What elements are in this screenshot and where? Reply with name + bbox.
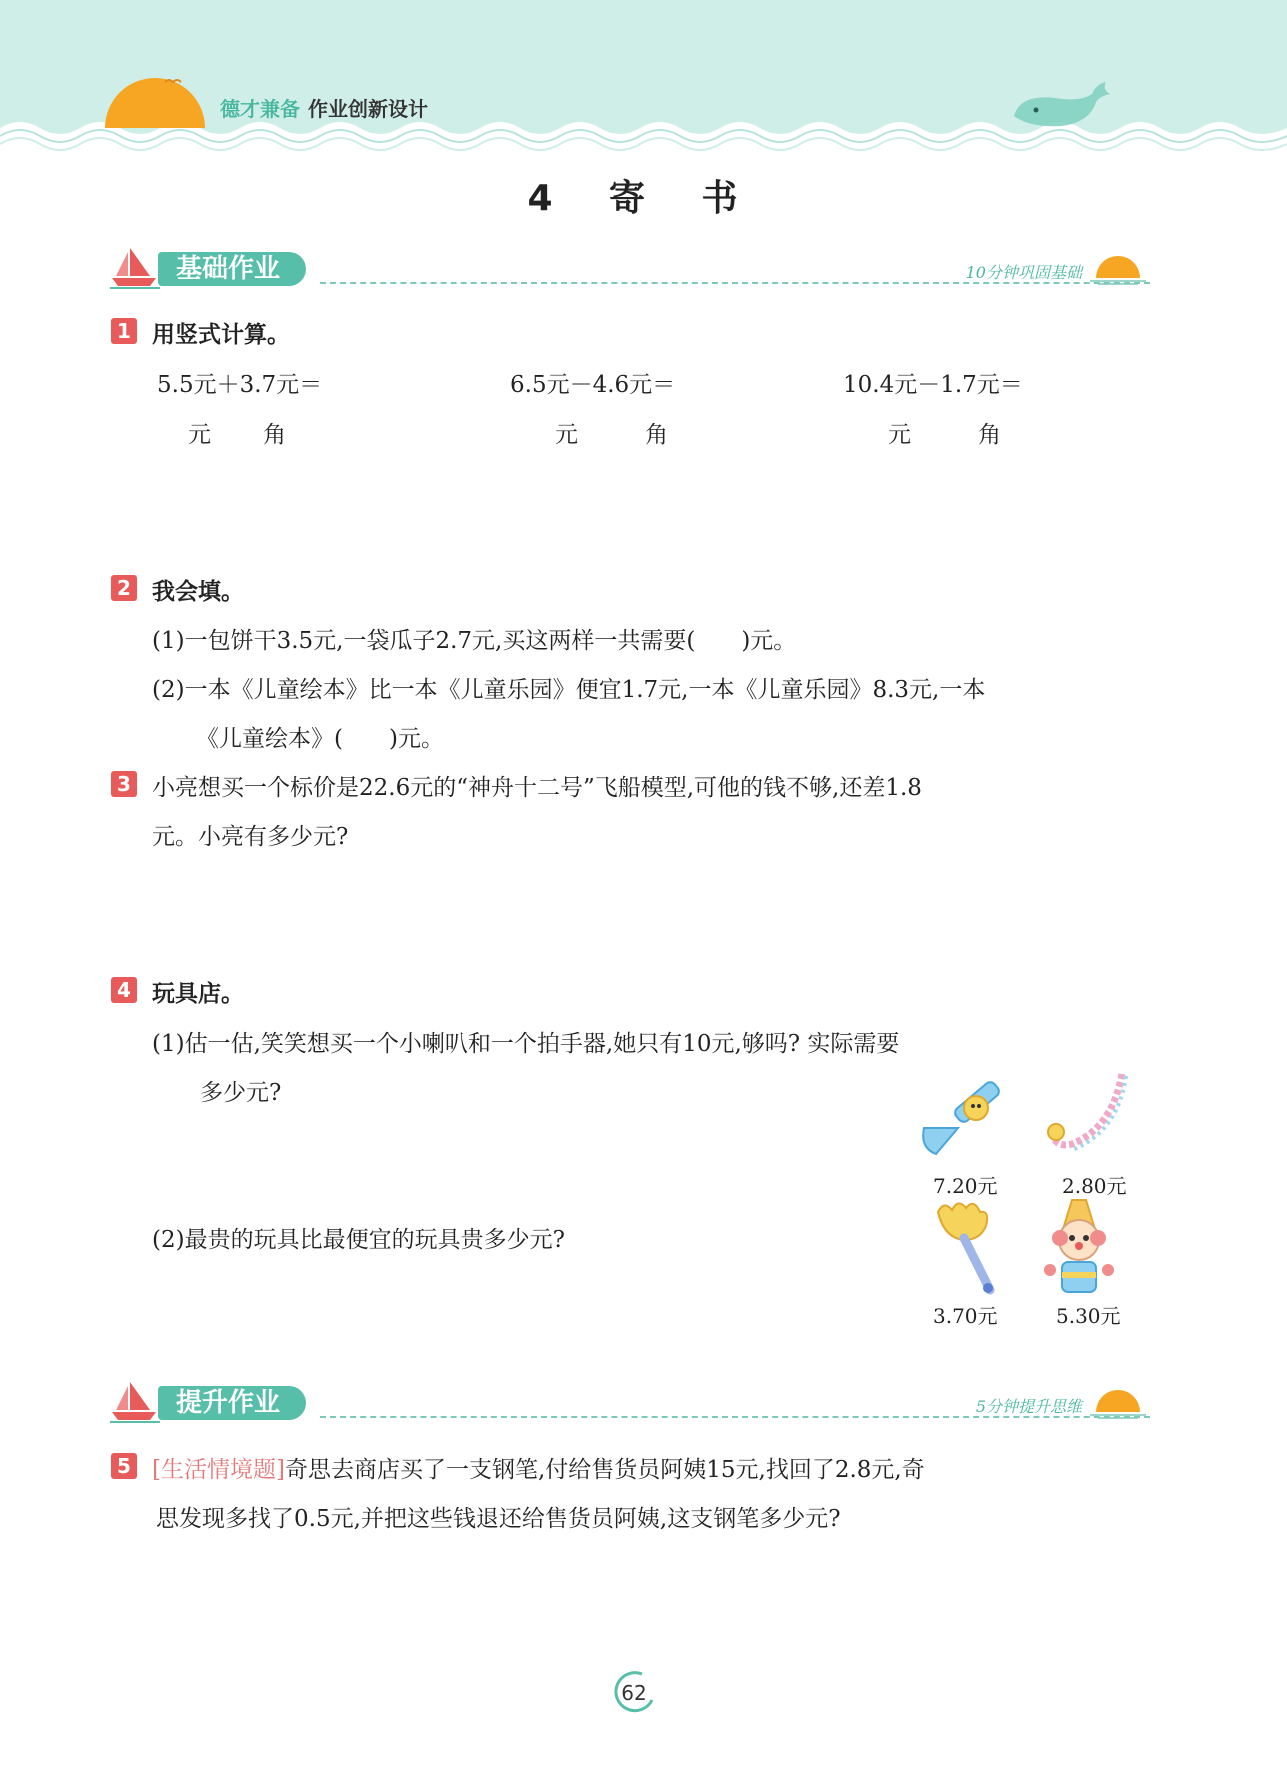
question-number-3: 3 [111,771,137,797]
clapper-icon [930,1198,1000,1298]
section-note-basic: 10分钟巩固基础 [965,263,1082,282]
q1-unit-yuan-3: 元 [888,422,911,448]
question-number-4: 4 [111,977,137,1003]
q1-item-1: 5.5元＋3.7元＝ [157,372,323,398]
brand-dark: 作业创新设计 [308,97,428,121]
toy-price-clown: 5.30元 [1056,1304,1121,1328]
section-header-advanced [110,1378,1150,1424]
section-label-basic: 基础作业 [158,252,306,286]
q2-sub-2-line-1: (2)一本《儿童绘本》比一本《儿童乐园》便宜1.7元,一本《儿童乐园》8.3元,一本 [152,677,986,703]
q1-unit-yuan-2: 元 [555,422,578,448]
toy-price-necklace: 2.80元 [1062,1174,1127,1198]
clown-icon [1036,1196,1120,1298]
sailboat-icon [110,1378,160,1424]
q3-line-1: 小亮想买一个标价是22.6元的“神舟十二号”飞船模型,可他的钱不够,还差1.8 [152,775,922,801]
page-number-text: 62 [621,1681,647,1705]
q2-prompt: 我会填。 [152,579,244,605]
q1-unit-jiao-3: 角 [978,422,1001,448]
q1-item-3: 10.4元－1.7元＝ [843,372,1023,398]
q1-unit-jiao-1: 角 [263,422,286,448]
section-note-advanced: 5分钟提升思维 [975,1397,1082,1416]
toy-price-trumpet: 7.20元 [933,1174,998,1198]
whale-icon [1010,76,1120,132]
q3-line-2: 元。小亮有多少元? [152,824,349,850]
section-label-advanced: 提升作业 [158,1386,306,1420]
mini-sun-icon [1086,1382,1150,1420]
q1-unit-jiao-2: 角 [645,422,668,448]
q4-sub-2: (2)最贵的玩具比最便宜的玩具贵多少元? [152,1227,565,1253]
q1-prompt: 用竖式计算。 [152,322,290,348]
question-number-2: 2 [111,575,137,601]
page-number [612,1670,656,1714]
mini-sun-icon [1086,248,1150,286]
q4-sub-1-line-2: 多少元? [200,1080,282,1106]
sun-logo-icon [105,78,205,128]
question-number-5: 5 [111,1453,137,1479]
q1-unit-yuan-1: 元 [188,422,211,448]
trumpet-icon [918,1068,1010,1158]
q2-sub-1: (1)一包饼干3.5元,一袋瓜子2.7元,买这两样一共需要( )元。 [152,628,797,654]
q5-line-1 [152,1451,925,1484]
q4-prompt: 玩具店。 [152,981,244,1007]
toy-price-clapper: 3.70元 [933,1304,998,1328]
q5-line-1-text: 奇思去商店买了一支钢笔,付给售货员阿姨15元,找回了2.8元,奇 [284,1457,925,1483]
question-number-1: 1 [111,318,137,344]
sailboat-icon [110,244,160,290]
necklace-icon [1042,1068,1132,1158]
q2-sub-2-line-2: 《儿童绘本》( )元。 [196,726,444,752]
brand-colored: 德才兼备 [220,97,300,121]
q1-item-2: 6.5元－4.6元＝ [510,372,676,398]
q5-tag: [生活情境题] [152,1457,285,1483]
page-title: 4 寄 书 [527,178,760,219]
brand-title [220,93,428,122]
section-header-basic [110,244,1150,290]
q5-line-2: 思发现多找了0.5元,并把这些钱退还给售货员阿姨,这支钢笔多少元? [156,1506,841,1532]
q4-sub-1-line-1: (1)估一估,笑笑想买一个小喇叭和一个拍手器,她只有10元,够吗? 实际需要 [152,1031,900,1057]
